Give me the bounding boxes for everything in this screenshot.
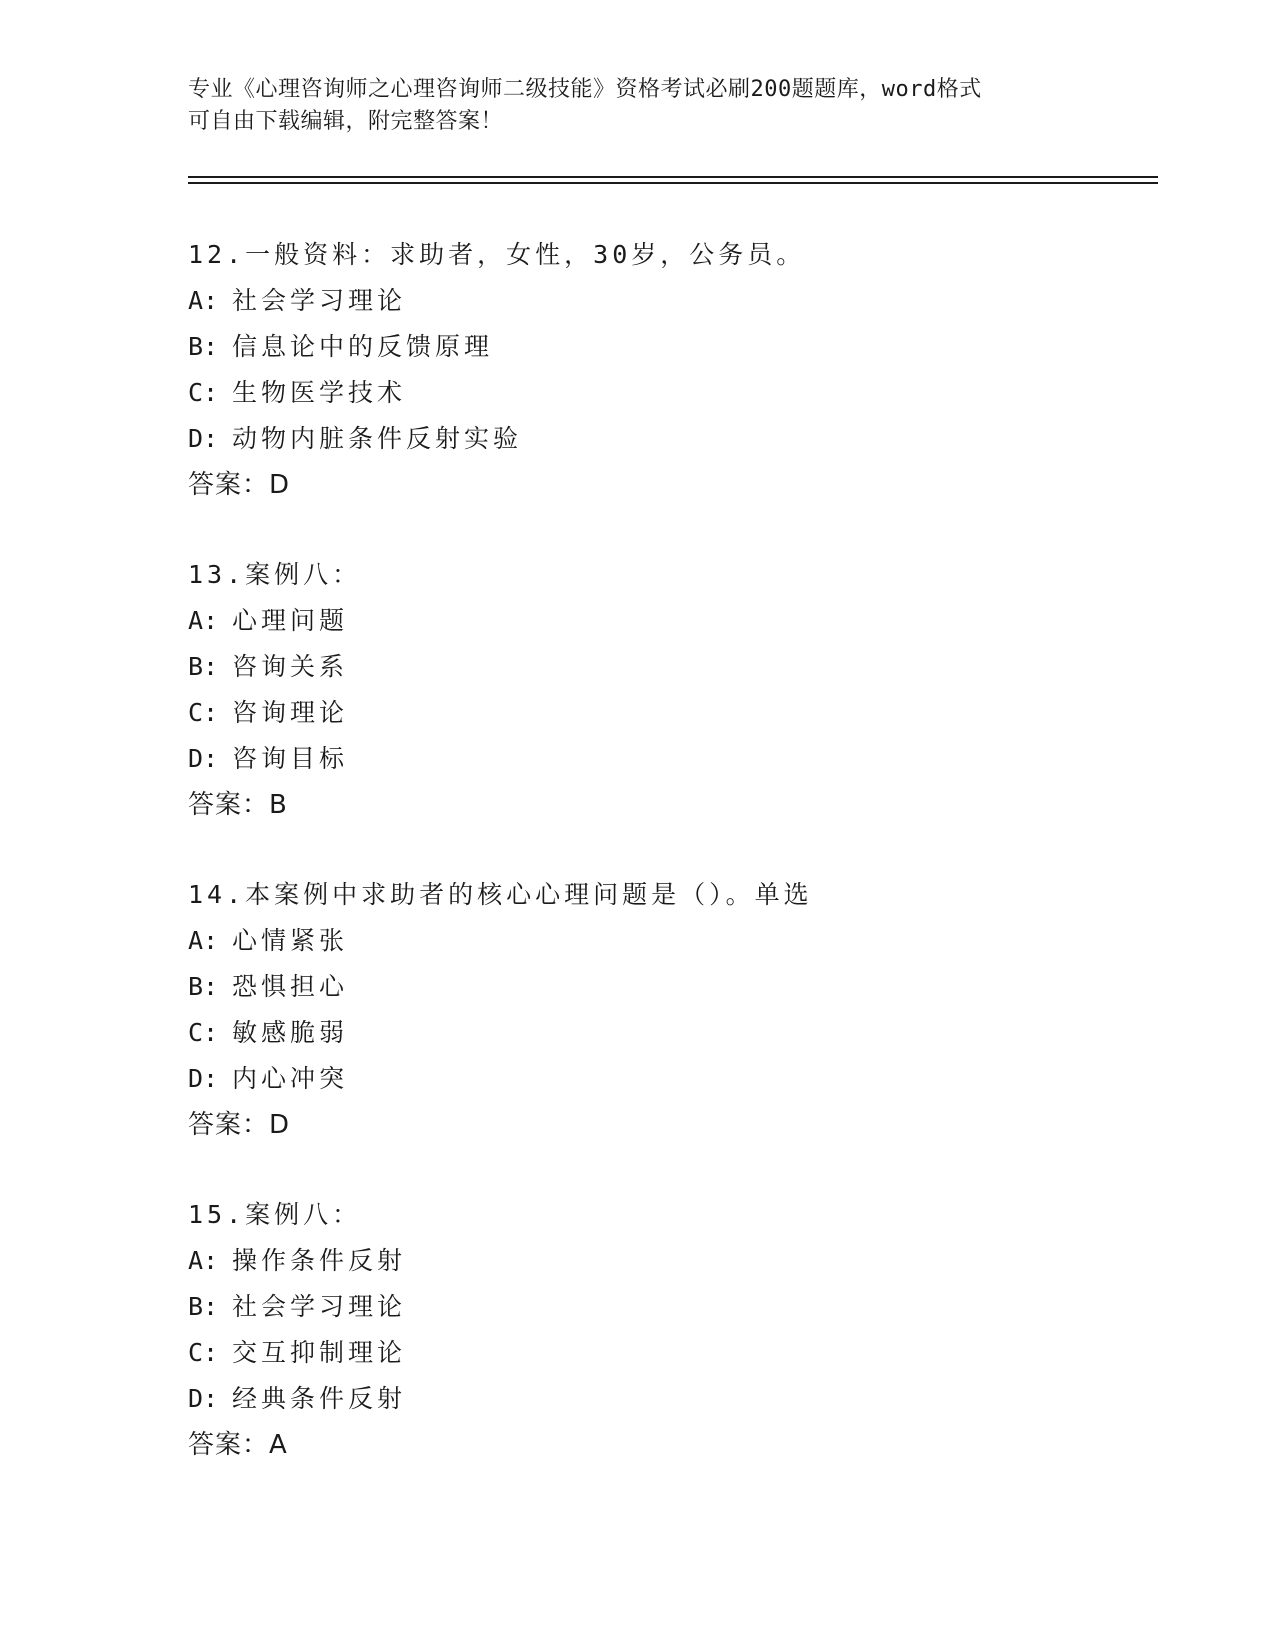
option-letter: C:	[188, 1338, 219, 1367]
option-c	[188, 1010, 1188, 1056]
header-line-1: 专业《心理咨询师之心理咨询师二级技能》资格考试必刷200题题库，word格式	[188, 77, 982, 102]
option-letter: C:	[188, 698, 219, 727]
question-block	[188, 872, 1188, 1148]
question-title: 13.案例八：	[188, 560, 362, 589]
option-letter: D:	[188, 744, 219, 773]
answer-line: 答案：D	[188, 1110, 291, 1140]
option-letter: B:	[188, 652, 219, 681]
question-title: 14.本案例中求助者的核心心理问题是（）。单选	[188, 880, 813, 909]
header-line-2: 可自由下载编辑，附完整答案！	[188, 109, 504, 134]
option-letter: C:	[188, 378, 219, 407]
option-c	[188, 690, 1188, 736]
question-title: 15.案例八：	[188, 1200, 362, 1229]
option-text: 敏感脆弱	[232, 1018, 349, 1047]
option-letter: D:	[188, 1064, 219, 1093]
option-text: 生物医学技术	[232, 378, 407, 407]
option-text: 操作条件反射	[232, 1246, 407, 1275]
option-text: 社会学习理论	[232, 1292, 407, 1321]
question-block	[188, 232, 1188, 508]
option-a	[188, 598, 1188, 644]
option-text: 恐惧担心	[232, 972, 349, 1001]
option-d	[188, 736, 1188, 782]
answer-line: 答案：D	[188, 470, 291, 500]
option-b	[188, 1284, 1188, 1330]
option-d	[188, 1056, 1188, 1102]
answer-line: 答案：B	[188, 790, 288, 820]
option-b	[188, 324, 1188, 370]
question-title: 12.一般资料：求助者，女性，30岁，公务员。	[188, 240, 806, 269]
header-divider-top	[188, 176, 1158, 178]
option-letter: B:	[188, 332, 219, 361]
option-letter: B:	[188, 1292, 219, 1321]
option-text: 心理问题	[232, 606, 349, 635]
option-text: 内心冲突	[232, 1064, 349, 1093]
option-b	[188, 644, 1188, 690]
option-text: 咨询目标	[232, 744, 349, 773]
option-letter: B:	[188, 972, 219, 1001]
option-d	[188, 1376, 1188, 1422]
option-letter: A:	[188, 606, 219, 635]
option-text: 动物内脏条件反射实验	[232, 424, 523, 453]
option-letter: C:	[188, 1018, 219, 1047]
option-text: 社会学习理论	[232, 286, 407, 315]
question-block	[188, 552, 1188, 828]
question-block	[188, 1192, 1188, 1468]
option-c	[188, 370, 1188, 416]
option-letter: D:	[188, 424, 219, 453]
option-text: 交互抑制理论	[232, 1338, 407, 1367]
option-a	[188, 278, 1188, 324]
option-letter: A:	[188, 1246, 219, 1275]
option-text: 咨询关系	[232, 652, 349, 681]
option-a	[188, 918, 1188, 964]
document-header	[188, 74, 1078, 138]
option-text: 经典条件反射	[232, 1384, 407, 1413]
option-letter: D:	[188, 1384, 219, 1413]
option-b	[188, 964, 1188, 1010]
option-d	[188, 416, 1188, 462]
option-letter: A:	[188, 286, 219, 315]
option-text: 咨询理论	[232, 698, 349, 727]
option-text: 心情紧张	[232, 926, 349, 955]
option-text: 信息论中的反馈原理	[232, 332, 494, 361]
option-letter: A:	[188, 926, 219, 955]
option-c	[188, 1330, 1188, 1376]
header-divider-bottom	[188, 182, 1158, 184]
option-a	[188, 1238, 1188, 1284]
answer-line: 答案：A	[188, 1430, 288, 1460]
